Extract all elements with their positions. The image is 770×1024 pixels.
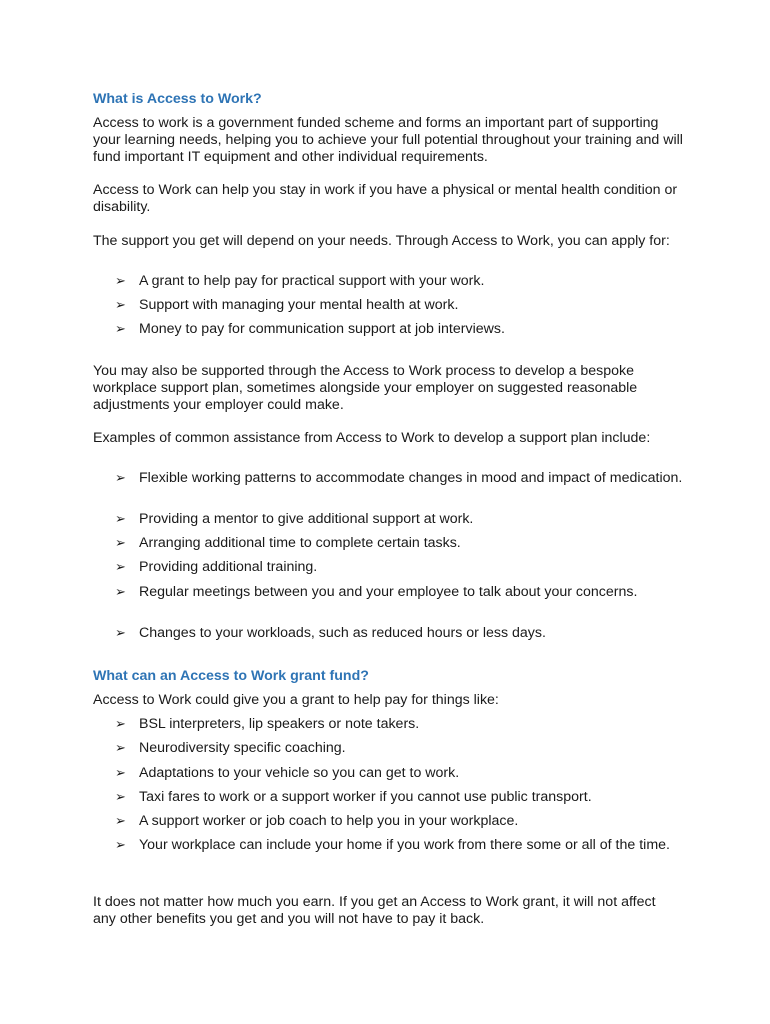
arrow-bullet-icon: ➢ [115,814,126,829]
list-item: ➢ Neurodiversity specific coaching. [115,740,346,756]
arrow-bullet-icon: ➢ [115,274,126,289]
list-item: ➢ Arranging additional time to complete certain tasks. [115,535,461,551]
arrow-bullet-icon: ➢ [115,626,126,641]
arrow-bullet-icon: ➢ [115,741,126,756]
paragraph-bespoke-plan: You may also be supported through the Access to Work process to develop a bespoke workplace support plan, sometimes alongside your employer on suggested reasonable adjustments your employer could make. [93,363,638,413]
list-item: ➢ A support worker or job coach to help you in your workplace. [115,813,519,829]
section-heading-what-is: What is Access to Work? [93,91,262,107]
arrow-bullet-icon: ➢ [115,585,126,600]
paragraph-earnings: It does not matter how much you earn. If you get an Access to Work grant, it will not affect any other benefits you get and you will not have to pay it back. [93,894,656,927]
list-item: ➢ Taxi fares to work or a support worker if you cannot use public transport. [115,789,592,805]
arrow-bullet-icon: ➢ [115,790,126,805]
paragraph-intro: Access to work is a government funded scheme and forms an important part of supporting your learning needs, helping you to achieve your full potential throughout your training and will fund important IT equipment and other individual requirements. [93,115,683,165]
arrow-bullet-icon: ➢ [115,766,126,781]
arrow-bullet-icon: ➢ [115,512,126,527]
paragraph-support-depends: The support you get will depend on your needs. Through Access to Work, you can apply for: [93,233,670,249]
list-item: ➢ BSL interpreters, lip speakers or note takers. [115,716,420,732]
list-item: ➢ Providing additional training. [115,559,318,575]
paragraph-grant-intro: Access to Work could give you a grant to help pay for things like: [93,692,499,708]
arrow-bullet-icon: ➢ [115,536,126,551]
section-heading-grant-fund: What can an Access to Work grant fund? [93,668,369,684]
arrow-bullet-icon: ➢ [115,298,126,313]
paragraph-examples: Examples of common assistance from Access to Work to develop a support plan include: [93,430,651,446]
arrow-bullet-icon: ➢ [115,717,126,732]
list-item: ➢ A grant to help pay for practical support with your work. [115,273,485,289]
list-item: ➢ Regular meetings between you and your employee to talk about your concerns. [115,584,638,600]
arrow-bullet-icon: ➢ [115,838,126,853]
arrow-bullet-icon: ➢ [115,322,126,337]
paragraph-stay-in-work: Access to Work can help you stay in work if you have a physical or mental health condition or disability. [93,182,678,215]
arrow-bullet-icon: ➢ [115,560,126,575]
list-item: ➢ Adaptations to your vehicle so you can get to work. [115,765,460,781]
list-item: ➢ Flexible working patterns to accommodate changes in mood and impact of medication. [115,470,683,486]
list-item: ➢ Changes to your workloads, such as reduced hours or less days. [115,625,546,641]
arrow-bullet-icon: ➢ [115,471,126,486]
list-item: ➢ Providing a mentor to give additional support at work. [115,511,474,527]
list-item: ➢ Support with managing your mental health at work. [115,297,459,313]
list-item: ➢ Your workplace can include your home if you work from there some or all of the time. [115,837,670,853]
list-item: ➢ Money to pay for communication support at job interviews. [115,321,505,337]
